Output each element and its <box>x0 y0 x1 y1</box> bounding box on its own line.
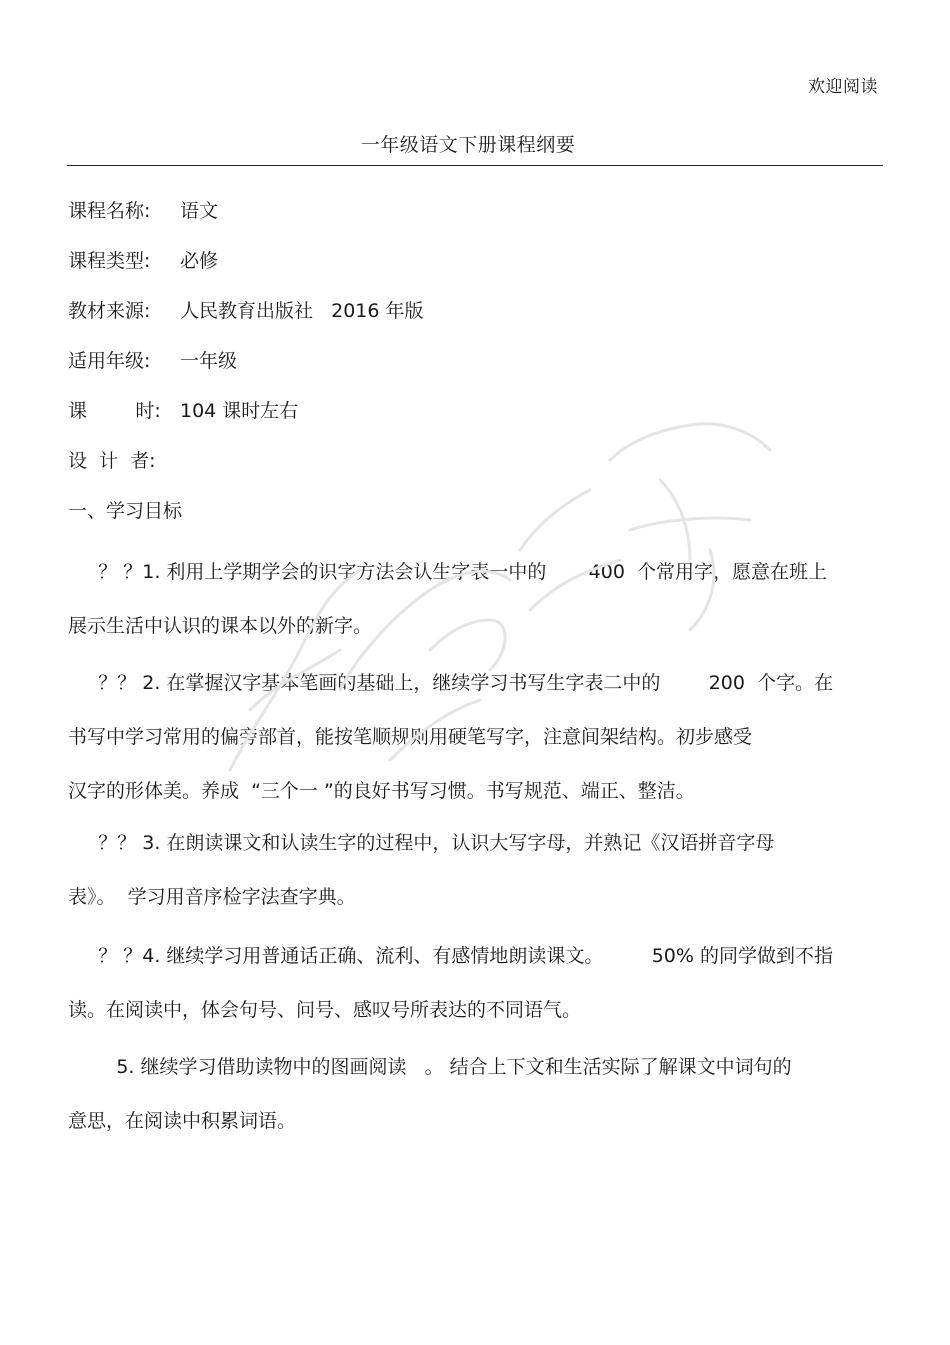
goal-paragraph-5 <box>68 1040 884 1148</box>
goal-line: ？ ？1. 利用上学期学会的识字方法会认生字表一中的 400 个常用字，愿意在班上 <box>68 561 828 583</box>
meta-label: 设 计 者: <box>68 450 156 472</box>
goal-line: 5. 继续学习借助读物中的图画阅读 。 结合上下文和生活实际了解课文中词句的 <box>68 1056 792 1078</box>
goal-paragraph-3 <box>68 816 884 924</box>
goal-line: 意思，在阅读中积累词语。 <box>68 1110 297 1132</box>
goal-paragraph-2 <box>68 656 884 818</box>
goal-line: 书写中学习常用的偏旁部首，能按笔顺规则用硬笔写字，注意间架结构。初步感受 <box>68 726 753 748</box>
goal-paragraph-1 <box>68 545 884 653</box>
meta-row-grade <box>68 346 237 373</box>
meta-value: 一年级 <box>180 350 238 372</box>
meta-value: 必修 <box>180 250 219 272</box>
goal-line: ？ ？4. 继续学习用普通话正确、流利、有感情地朗读课文。 50% 的同学做到不指 <box>68 945 833 967</box>
meta-row-course-type <box>68 246 218 273</box>
meta-row-hours <box>68 396 298 423</box>
meta-value: 语文 <box>180 200 219 222</box>
goal-line: ？？ 3. 在朗读课文和认读生字的过程中，认识大写字母，并熟记《汉语拼音字母 <box>68 832 775 854</box>
meta-label: 课程类型: <box>68 250 151 272</box>
goal-line: 表》。 学习用音序检字法查字典。 <box>68 886 356 908</box>
page-title: 一年级语文下册课程纲要 <box>360 134 576 156</box>
meta-label: 教材来源: <box>68 300 151 322</box>
meta-value: 人民教育出版社 2016 年版 <box>180 300 424 322</box>
meta-label: 课 时: <box>68 400 161 422</box>
meta-label: 适用年级: <box>68 350 151 372</box>
goal-paragraph-4 <box>68 929 884 1037</box>
header-welcome-text: 欢迎阅读 <box>808 77 878 97</box>
title-divider <box>67 165 883 166</box>
meta-row-designer <box>68 446 180 473</box>
goal-line: 汉字的形体美。养成 “三个一 ”的良好书写习惯。书写规范、端正、整洁。 <box>68 780 695 802</box>
meta-row-course-name <box>68 196 218 223</box>
goal-line: ？？ 2. 在掌握汉字基本笔画的基础上，继续学习书写生字表二中的 200 个字。在 <box>68 672 834 694</box>
meta-label: 课程名称: <box>68 200 151 222</box>
meta-row-textbook-source <box>68 296 424 323</box>
goal-line: 读。在阅读中，体会句号、问号、感叹号所表达的不同语气。 <box>68 999 582 1021</box>
goal-line: 展示生活中认识的课本以外的新字。 <box>68 615 373 637</box>
section-heading: 一、学习目标 <box>68 500 183 522</box>
meta-value: 104 课时左右 <box>180 400 299 422</box>
